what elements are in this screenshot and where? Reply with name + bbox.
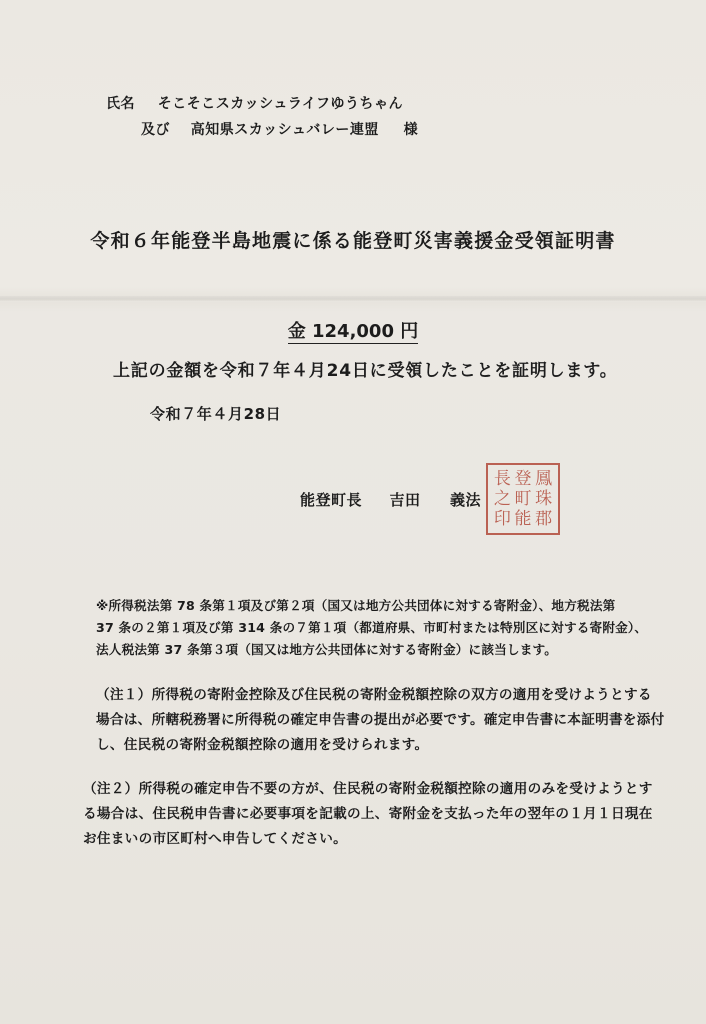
- note2-line-2: る場合は、住民税申告書に必要事項を記載の上、寄附金を支払った年の翌年の１月１日現在: [83, 806, 653, 822]
- tax-note-line-2: 37 条の２第１項及び第 314 条の７第１項（都道府県、市町村または特別区に対する寄附金）、: [96, 620, 648, 635]
- seal-char: 町: [514, 489, 532, 509]
- seal-char: 印: [493, 509, 511, 529]
- issuer-given-name: 義法: [449, 491, 481, 509]
- seal-char: 登: [514, 469, 532, 489]
- note1-line-3: し、住民税の寄附金税額控除の適用を受けられます。: [96, 737, 429, 753]
- tax-note-line-3: 法人税法第 37 条第３項（国又は地方公共団体に対する寄附金）に該当します。: [96, 642, 558, 657]
- note1-line-2: 場合は、所轄税務署に所得税の確定申告書の提出が必要です。確定申告書に本証明書を添付: [96, 712, 665, 728]
- seal-char: 之: [493, 489, 511, 509]
- issuer-surname: 吉田: [389, 491, 421, 509]
- donation-amount-text: 金 124,000 円: [287, 321, 419, 342]
- recipient-name-label: 氏名: [106, 96, 135, 112]
- paper-fold-line: [0, 296, 706, 302]
- recipient-name-primary: そこそこスカッシュライフゆうちゃん: [157, 96, 403, 112]
- seal-char: 鳳: [535, 469, 553, 489]
- seal-char: 長: [493, 469, 511, 489]
- seal-char: 能: [514, 509, 532, 529]
- recipient-and-label: 及び: [141, 122, 170, 138]
- donation-amount: [0, 317, 706, 343]
- issue-date: 令和７年４月28日: [150, 405, 282, 423]
- recipient-line-1: [106, 93, 403, 113]
- certification-statement: 上記の金額を令和７年４月24日に受領したことを証明します。: [113, 361, 618, 381]
- official-seal-stamp: [486, 463, 560, 535]
- tax-note-line-1: ※所得税法第 78 条第１項及び第２項（国又は地方公共団体に対する寄附金）、地方税法第: [96, 598, 616, 613]
- note2-line-1: （注２）所得税の確定申告不要の方が、住民税の寄附金税額控除の適用のみを受けようとす: [83, 781, 653, 797]
- note1-line-1: （注１）所得税の寄附金控除及び住民税の寄附金税額控除の双方の適用を受けようとする: [96, 687, 652, 703]
- issuer-signature: [300, 489, 481, 510]
- seal-char: 郡: [535, 509, 553, 529]
- recipient-honorific: 様: [403, 122, 419, 138]
- document-title: 令和６年能登半島地震に係る能登町災害義援金受領証明書: [90, 230, 616, 252]
- seal-char: 珠: [535, 489, 553, 509]
- note2-line-3: お住まいの市区町村へ申告してください。: [83, 831, 347, 847]
- recipient-name-secondary: 高知県スカッシュバレー連盟: [190, 122, 379, 138]
- issuer-title: 能登町長: [300, 491, 363, 509]
- recipient-line-2: [141, 119, 418, 139]
